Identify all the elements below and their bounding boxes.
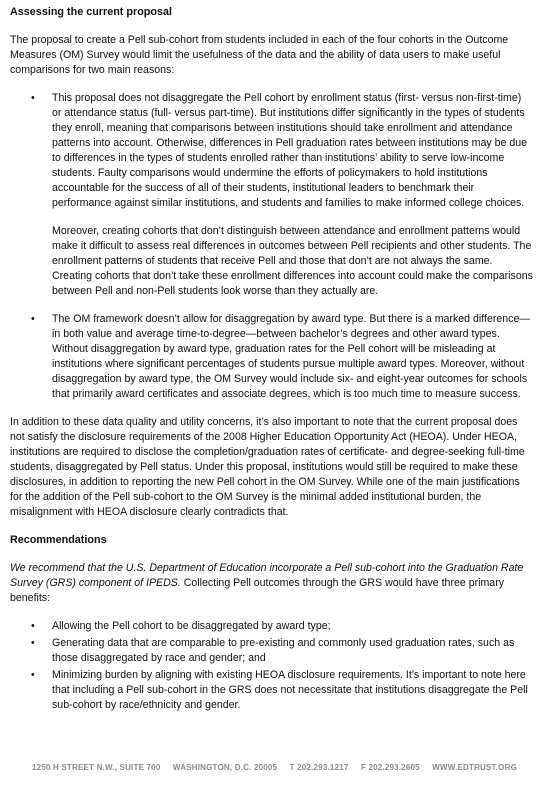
list-item xyxy=(10,636,533,666)
bullet-icon: • xyxy=(31,620,35,632)
recommendation-rest: Collecting Pell outcomes through the GRS would have three primary benefits: xyxy=(10,577,505,604)
list-item xyxy=(10,668,533,713)
footer-city: WASHINGTON, D.C. 20005 xyxy=(172,763,278,772)
list-item xyxy=(10,91,533,299)
bullet1-paragraph1: This proposal does not disaggregate the Pell cohort by enrollment status (first- versus non-first-time) or attendance status (full- versus part-time). But institutions differ significantly in the types of students they enroll, meaning that comparisons between institutions should take enrollment and attendance patterns into account. Otherwise, differences in Pell graduation rates between institutions may be due to differences in the types of students enrolled rather than institutions’ ability to serve low-income students. Faulty comparisons would undermine the efforts of policymakers to hold institutions accountable for the success of all of their students, institutional leaders to benchmark their performance against similar institutions, and students and families to make informed college choices. xyxy=(52,92,528,209)
footer-address: 1250 H STREET N.W., SUITE 700 xyxy=(31,763,161,772)
section-heading-assessing: Assessing the current proposal xyxy=(10,6,172,18)
section1-bullet-list xyxy=(10,91,533,402)
section1-intro: The proposal to create a Pell sub-cohort from students included in each of the four cohorts in the Outcome Measures (OM) Survey would limit the usefulness of the data and the ability of data users to make useful comparisons for two main reasons: xyxy=(10,34,509,76)
list-item xyxy=(10,619,533,634)
footer-phone: T 202.293.1217 xyxy=(289,763,349,772)
section1-closing: In addition to these data quality and utility concerns, it’s also important to note that the current proposal does not satisfy the disclosure requirements of the 2008 Higher Education Opportunity Act (HEOA). Under HEOA, institutions are required to disclose the completion/graduation rates of certificate- and degree-seeking full-time students, disaggregated by Pell status. Under this proposal, institutions would still be required to make these disclosures, in addition to reporting the new Pell cohort in the OM Survey. While one of the main justifications for the addition of the Pell sub-cohort to the OM Survey is the minimal added institutional burden, the misalignment with HEOA disclosure clearly contradicts that. xyxy=(10,416,525,518)
bullet-icon: • xyxy=(31,637,35,649)
bullet-icon: • xyxy=(31,92,35,104)
bullet-icon: • xyxy=(31,313,35,325)
bullet-icon: • xyxy=(31,669,35,681)
recommendations-intro xyxy=(10,561,533,606)
footer-website[interactable]: WWW.EDTRUST.ORG xyxy=(432,763,518,772)
section-heading-recommendations: Recommendations xyxy=(10,534,107,546)
bullet1-paragraph2: Moreover, creating cohorts that don’t distinguish between attendance and enrollment patterns would make it difficult to assess real differences in outcomes between Pell recipients and other students. The enrollment patterns of students that receive Pell and those that don’t are not always the same. Creating cohorts that don’t take these enrollment differences into account could make the comparisons between Pell and non-Pell students look worse than they actually are. xyxy=(52,225,533,297)
benefit-text: Allowing the Pell cohort to be disaggregated by award type; xyxy=(52,620,331,632)
bullet2-paragraph1: The OM framework doesn’t allow for disaggregation by award type. But there is a marked difference—in both value and average time-to-degree—between bachelor’s degrees and other award types. Without disaggregation by award type, graduation rates for the Pell cohort will be misleading at institutions where significant percentages of students pursue multiple award types. Moreover, without disaggregation by award type, the OM Survey would include six- and eight-year outcomes for schools that primarily award certificates and associate degrees, which is too much time to measure success. xyxy=(52,313,530,400)
footer-fax: F 202.293.2605 xyxy=(360,763,420,772)
benefit-text: Minimizing burden by aligning with existing HEOA disclosure requirements. It’s important to note here that including a Pell sub-cohort in the GRS does not necessitate that institutions disaggregate the Pell sub-cohort by race/ethnicity and gender. xyxy=(52,669,528,711)
recommendation-statement: We recommend that the U.S. Department of Education incorporate a Pell sub-cohort into the Graduation Rate Survey (GRS) component of IPEDS. xyxy=(10,562,524,589)
page-footer xyxy=(0,760,549,775)
list-item xyxy=(10,312,533,402)
benefit-text: Generating data that are comparable to pre-existing and commonly used graduation rates, such as those disaggregated by race and gender; and xyxy=(52,637,515,664)
benefits-list xyxy=(10,619,533,713)
